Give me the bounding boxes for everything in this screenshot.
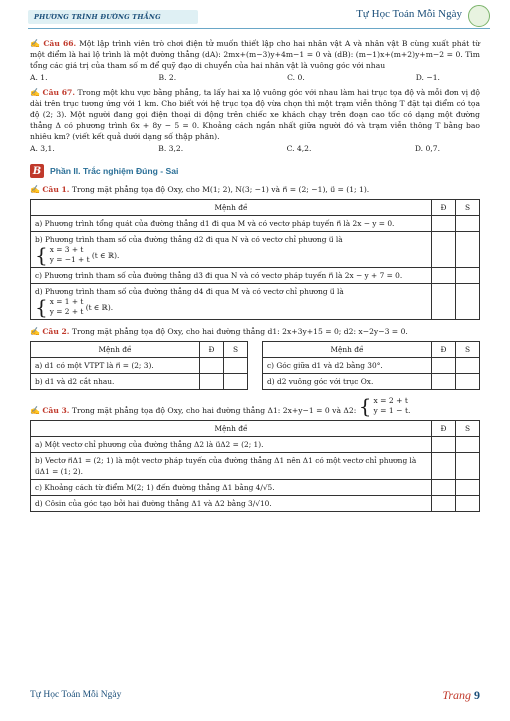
table-row xyxy=(263,358,480,374)
footer-brand: Tự Học Toán Mỗi Ngày xyxy=(30,690,122,700)
true-cell[interactable] xyxy=(432,358,456,374)
answer-d: D. −1. xyxy=(415,73,440,82)
table-row xyxy=(31,437,480,453)
false-cell[interactable] xyxy=(456,268,480,284)
answer-d: D. 0,7. xyxy=(414,144,440,153)
statement-table-1 xyxy=(30,199,480,320)
question-text: Trong mặt phẳng tọa độ Oxy, cho hai đường thẳng d1: 2x+3y+15 = 0; d2: x−2y−3 = 0. xyxy=(71,327,408,336)
answer-options xyxy=(30,72,480,83)
part-heading xyxy=(30,164,480,178)
table-row xyxy=(31,480,480,496)
table-header-true: Đ xyxy=(200,342,224,358)
brace-symbol: { xyxy=(358,394,372,418)
statement-d: d) Côsin của góc tạo bởi hai đường thẳng Δ1 và Δ2 bằng 3/√10. xyxy=(31,496,432,512)
part-badge: B xyxy=(30,164,44,178)
question-label: Câu 66. xyxy=(43,39,77,48)
pen-icon: ✍ xyxy=(30,88,41,97)
pen-icon: ✍ xyxy=(30,185,40,194)
page-number xyxy=(442,688,480,703)
pen-icon: ✍ xyxy=(30,327,40,336)
table-header-true: Đ xyxy=(432,342,456,358)
question-text: Trong một khu vực bằng phẳng, ta lấy hai xa lộ vuông góc với nhau làm hai trục tọa độ và mỗi đơn vị độ dài trên trục tương ứng với 1 km. Cho biết với hệ trục tọa độ vừa chọn thì một trạm viễn thông T đặt tại điểm có tọa độ (2; 3). Một người đang gọi điện thoại di động trên chiếc xe khách chạy trên đoạn cao tốc có dạng một đường thẳng Δ có phương trình 6x + 8y − 5 = 0. Khoảng cách ngắn nhất giữa người đó và trạm viễn thông T bằng bao nhiêu km? (viết kết quả dưới dạng số thập phân). xyxy=(30,88,480,141)
statement-tables-2 xyxy=(30,341,480,390)
false-cell[interactable] xyxy=(456,496,480,512)
statement-a: a) d1 có một VTPT là n⃗ = (2; 3). xyxy=(31,358,200,374)
table-row xyxy=(31,232,480,268)
table-header-statement: Mệnh đề xyxy=(263,342,432,358)
statement-d: d) d2 vuông góc với trục Ox. xyxy=(263,374,432,390)
true-cell[interactable] xyxy=(432,374,456,390)
table-row xyxy=(31,268,480,284)
answer-c: C. 4,2. xyxy=(286,144,312,153)
statement-table-3 xyxy=(30,420,480,512)
question-2 xyxy=(30,326,480,337)
false-cell[interactable] xyxy=(456,284,480,320)
part-title: Phần II. Trắc nghiệm Đúng - Sai xyxy=(50,165,179,176)
question-text: Trong mặt phẳng tọa độ Oxy, cho hai đường thẳng Δ1: 2x+y−1 = 0 và Δ2: xyxy=(71,406,357,415)
question-66 xyxy=(30,38,480,83)
table-row xyxy=(31,216,480,232)
brand-logo-icon xyxy=(468,5,490,27)
statement-b: b) d1 và d2 cắt nhau. xyxy=(31,374,200,390)
table-header-false: S xyxy=(456,200,480,216)
question-label: Câu 2. xyxy=(42,327,70,336)
brand-title: Tự Học Toán Mỗi Ngày xyxy=(356,8,462,20)
true-cell[interactable] xyxy=(432,453,456,480)
false-cell[interactable] xyxy=(456,437,480,453)
statement-b: b) Vectơ n⃗Δ1 = (2; 1) là một vectơ pháp tuyến của đường thẳng Δ1 nên Δ1 có một vectơ chỉ phương là u⃗Δ1 = (1; 2). xyxy=(31,453,432,480)
brace-symbol: { xyxy=(35,243,48,267)
question-label: Câu 3. xyxy=(42,406,70,415)
true-cell[interactable] xyxy=(432,284,456,320)
true-cell[interactable] xyxy=(200,358,224,374)
table-header-true: Đ xyxy=(432,200,456,216)
table-header-true: Đ xyxy=(432,421,456,437)
table-row xyxy=(31,358,248,374)
page-label: Trang xyxy=(442,688,471,702)
question-label: Câu 1. xyxy=(42,185,70,194)
answer-c: C. 0. xyxy=(287,73,305,82)
equation-system xyxy=(35,245,119,265)
pen-icon: ✍ xyxy=(30,406,40,415)
statement-table-2-left xyxy=(30,341,248,390)
answer-a: A. 1. xyxy=(30,73,48,82)
question-label: Câu 67. xyxy=(42,88,75,97)
false-cell[interactable] xyxy=(456,480,480,496)
statement-b-text: b) Phương trình tham số của đường thẳng d2 đi qua N và có vectơ chỉ phương u⃗ là xyxy=(35,235,343,244)
equation-line: y = −1 + t xyxy=(49,255,90,264)
header-divider xyxy=(28,28,490,29)
statement-d-text: d) Phương trình tham số của đường thẳng d4 đi qua M và có vectơ chỉ phương u⃗ là xyxy=(35,287,344,296)
question-67 xyxy=(30,87,480,154)
equation-line: x = 2 + t xyxy=(373,396,408,405)
table-header-false: S xyxy=(456,342,480,358)
true-cell[interactable] xyxy=(432,437,456,453)
true-cell[interactable] xyxy=(432,268,456,284)
equation-line: y = 2 + t xyxy=(49,307,84,316)
table-row xyxy=(31,496,480,512)
statement-b xyxy=(31,232,432,268)
section-title: PHƯƠNG TRÌNH ĐƯỜNG THẲNG xyxy=(28,10,198,24)
false-cell[interactable] xyxy=(456,232,480,268)
question-text: Một lập trình viên trò chơi điện tử muốn thiết lập cho hai nhân vật A và nhân vật B cùng xuất phát từ một điểm là hai lộ trình là một đường thẳng (dA): 2mx+(m−3)y+4m−1 = 0 và (dB): (m−1)x+(m+2)y+m−2 = 0. Tìm tổng các giá trị của tham số m để quỹ đạo di chuyển của hai nhân vật là vuông góc với nhau xyxy=(30,39,481,70)
equation-line: x = 3 + t xyxy=(49,245,84,254)
table-header-false: S xyxy=(456,421,480,437)
false-cell[interactable] xyxy=(456,374,480,390)
table-header-statement: Mệnh đề xyxy=(31,342,200,358)
answer-b: B. 3,2. xyxy=(158,144,184,153)
answer-a: A. 3,1. xyxy=(30,144,55,153)
answer-b: B. 2. xyxy=(158,73,177,82)
false-cell[interactable] xyxy=(456,358,480,374)
true-cell[interactable] xyxy=(432,496,456,512)
question-3 xyxy=(30,396,480,416)
true-cell[interactable] xyxy=(200,374,224,390)
brace-symbol: { xyxy=(35,295,48,319)
table-header-false: S xyxy=(224,342,248,358)
table-header-statement: Mệnh đề xyxy=(31,421,432,437)
equation-condition: (t ∈ ℝ). xyxy=(91,250,120,260)
question-1 xyxy=(30,184,480,195)
equation-system xyxy=(359,396,411,416)
question-text: Trong mặt phẳng tọa độ Oxy, cho M(1; 2), N(3; −1) và n⃗ = (2; −1), u⃗ = (1; 1). xyxy=(71,185,370,194)
false-cell[interactable] xyxy=(456,216,480,232)
page-content xyxy=(30,38,480,518)
true-cell[interactable] xyxy=(432,232,456,268)
pen-icon: ✍ xyxy=(30,39,41,48)
statement-a: a) Một vectơ chỉ phương của đường thẳng Δ2 là u⃗Δ2 = (2; 1). xyxy=(31,437,432,453)
true-cell[interactable] xyxy=(432,216,456,232)
false-cell[interactable] xyxy=(456,453,480,480)
table-row xyxy=(31,453,480,480)
statement-c: c) Góc giữa d1 và d2 bằng 30°. xyxy=(263,358,432,374)
equation-line: x = 1 + t xyxy=(49,297,84,306)
statement-c: c) Phương trình tham số của đường thẳng d3 đi qua N và có vectơ pháp tuyến n⃗ là 2x − y + 7 = 0. xyxy=(31,268,432,284)
table-row xyxy=(31,284,480,320)
table-row xyxy=(263,374,480,390)
page-number-value: 9 xyxy=(474,688,480,702)
statement-table-2-right xyxy=(262,341,480,390)
statement-a: a) Phương trình tổng quát của đường thẳng d1 đi qua M và có vectơ pháp tuyến n⃗ là 2x − y = 0. xyxy=(31,216,432,232)
statement-c: c) Khoảng cách từ điểm M(2; 1) đến đường thẳng Δ1 bằng 4/√5. xyxy=(31,480,432,496)
table-header-statement: Mệnh đề xyxy=(31,200,432,216)
equation-condition: (t ∈ ℝ). xyxy=(85,302,114,312)
statement-d xyxy=(31,284,432,320)
answer-options xyxy=(30,143,480,154)
page-header xyxy=(28,8,490,30)
true-cell[interactable] xyxy=(432,480,456,496)
false-cell[interactable] xyxy=(224,374,248,390)
table-row xyxy=(31,374,248,390)
equation-line: y = 1 − t. xyxy=(373,406,411,415)
false-cell[interactable] xyxy=(224,358,248,374)
equation-system xyxy=(35,297,113,317)
